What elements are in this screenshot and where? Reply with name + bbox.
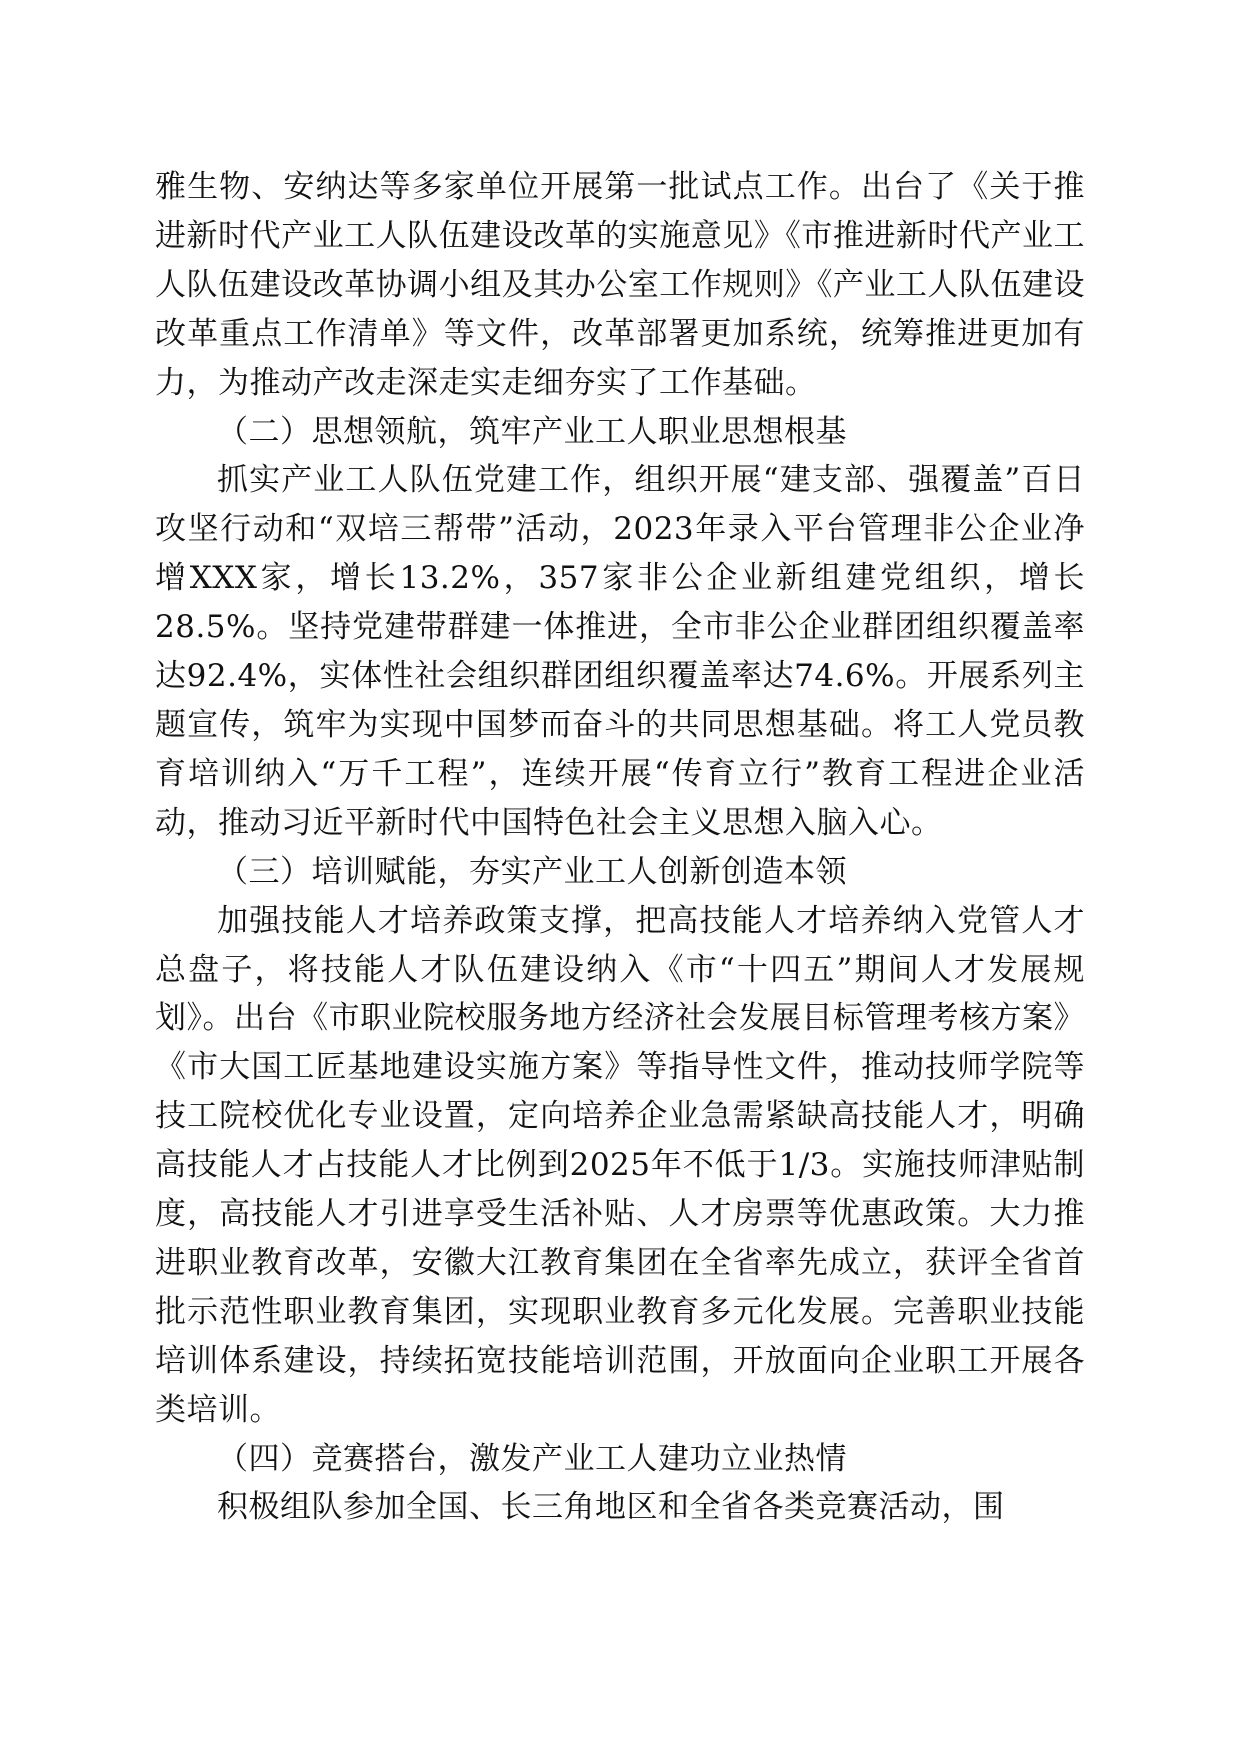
paragraph-skills-training: 加强技能人才培养政策支撑，把高技能人才培养纳入党管人才总盘子，将技能人才队伍建设纳入《市“十四五”期间人才发展规划》。出台《市职业院校服务地方经济社会发展目标管理考核方案》《市大国工匠基地建设实施方案》等指导性文件，推动技师学院等技工院校优化专业设置，定向培养企业急需紧缺高技能人才，明确高技能人才占技能人才比例到2025年不低于1/3。实施技师津贴制度，高技能人才引进享受生活补贴、人才房票等优惠政策。大力推进职业教育改革，安徽大江教育集团在全省率先成立，获评全省首批示范性职业教育集团，实现职业教育多元化发展。完善职业技能培训体系建设，持续拓宽技能培训范围，开放面向企业职工开展各类培训。: [155, 902, 1085, 1428]
paragraph-party-building: 抓实产业工人队伍党建工作，组织开展“建支部、强覆盖”百日攻坚行动和“双培三帮带”活动，2023年录入平台管理非公企业净增XXX家，增长13.2%，357家非公企业新组建党组织，增长28.5%。坚持党建带群建一体推进，全市非公企业群团组织覆盖率达92.4%，实体性社会组织群团组织覆盖率达74.6%。开展系列主题宣传，筑牢为实现中国梦而奋斗的共同思想基础。将工人党员教育培训纳入“万千工程”，连续开展“传育立行”教育工程进企业活动，推动习近平新时代中国特色社会主义思想入脑入心。: [155, 462, 1085, 841]
paragraph-competitions: 积极组队参加全国、长三角地区和全省各类竞赛活动，围: [217, 1489, 1005, 1526]
paragraph-pilot-work: 雅生物、安纳达等多家单位开展第一批试点工作。出台了《关于推进新时代产业工人队伍建设改革的实施意见》《市推进新时代产业工人队伍建设改革协调小组及其办公室工作规则》《产业工人队伍建设改革重点工作清单》等文件，改革部署更加系统，统筹推进更加有力，为推动产改走深走实走细夯实了工作基础。: [155, 169, 1085, 401]
heading-ideological-guidance: （二）思想领航，筑牢产业工人职业思想根基: [217, 413, 847, 450]
heading-competition-platform: （四）竞赛搭台，激发产业工人建功立业热情: [217, 1440, 847, 1477]
body-text: [155, 163, 1085, 1532]
heading-training-empowerment: （三）培训赋能，夯实产业工人创新创造本领: [217, 853, 847, 890]
